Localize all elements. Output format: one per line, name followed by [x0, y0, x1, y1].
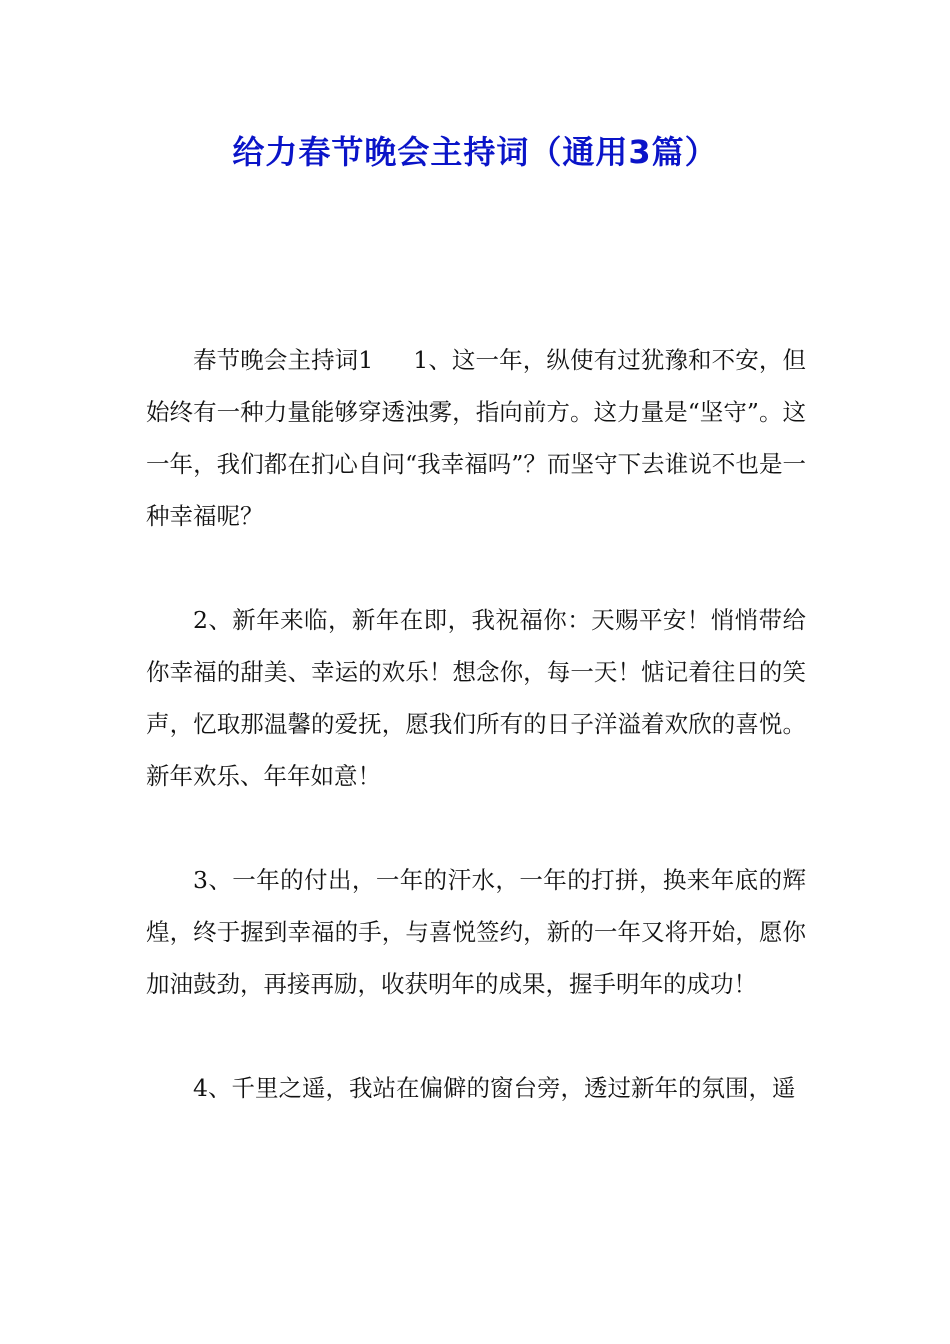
paragraph-text: 3、一年的付出，一年的汗水，一年的打拼，换来年底的辉煌，终于握到幸福的手，与喜悦签约，新的一年又将开始，愿你加油鼓劲，再接再励，收获明年的成果，握手明年的成功！: [146, 866, 806, 998]
paragraph-text: 2、新年来临，新年在即，我祝福你：天赐平安！悄悄带给你幸福的甜美、幸运的欢乐！想念你，每一天！惦记着往日的笑声，忆取那温馨的爱抚，愿我们所有的日子洋溢着欢欣的喜悦。新年欢乐、年年如意！: [146, 606, 806, 790]
paragraph-text: 1、这一年，纵使有过犹豫和不安，但始终有一种力量能够穿透浊雾，指向前方。这力量是“坚守”。这一年，我们都在扪心自问“我幸福吗”？而坚守下去谁说不也是一种幸福呢？: [146, 346, 807, 530]
paragraph-text: 4、千里之遥，我站在偏僻的窗台旁，透过新年的氛围，遥: [193, 1074, 796, 1102]
document-title: 给力春节晚会主持词（通用3篇）: [232, 133, 718, 171]
document-body: [146, 334, 806, 1166]
paragraph-4: [146, 1062, 806, 1114]
section-heading: 春节晚会主持词1: [193, 346, 374, 374]
paragraph-2: [146, 594, 806, 802]
paragraph-3: [146, 854, 806, 1010]
paragraph-1: [146, 334, 806, 542]
